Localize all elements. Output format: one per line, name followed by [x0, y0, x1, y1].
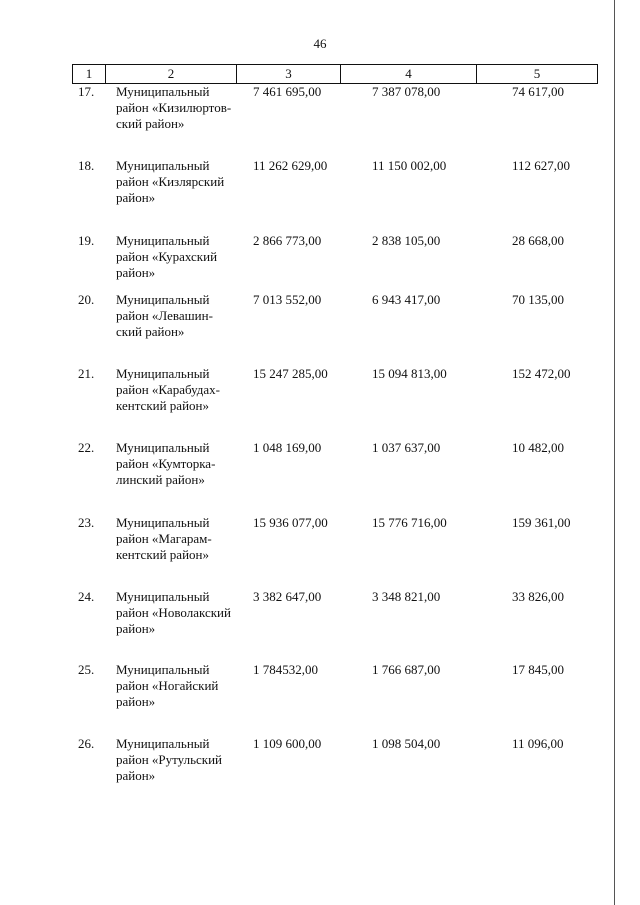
value-col-3: 15 247 285,00: [253, 366, 328, 381]
value-col-4: 2 838 105,00: [372, 233, 441, 248]
row-number: 17.: [78, 84, 95, 99]
name-line: Муниципальный: [116, 515, 210, 530]
header-col-4: 4: [341, 65, 477, 83]
name-line: Муниципальный: [116, 662, 210, 677]
value-col-4: 11 150 002,00: [372, 158, 447, 173]
row-number: 24.: [78, 589, 95, 604]
page-number: 46: [313, 36, 327, 51]
header-col-1: 1: [73, 65, 106, 83]
name-line: район «Ногайский: [116, 678, 219, 693]
value-col-4: 3 348 821,00: [372, 589, 441, 604]
name-line: район «Карабудах-: [116, 382, 220, 397]
value-col-5: 70 135,00: [512, 292, 564, 307]
name-line: кентский район»: [116, 547, 209, 562]
name-line: Муниципальный: [116, 233, 210, 248]
value-col-3: 11 262 629,00: [253, 158, 328, 173]
municipality-name: [116, 736, 236, 784]
value-col-3: 7 013 552,00: [253, 292, 322, 307]
name-line: район»: [116, 768, 156, 783]
municipality-name: [116, 84, 236, 132]
row-number: 18.: [78, 158, 95, 173]
value-col-3: 1 784532,00: [253, 662, 318, 677]
name-line: район «Курахский: [116, 249, 218, 264]
value-col-5: 28 668,00: [512, 233, 564, 248]
value-col-4: 15 776 716,00: [372, 515, 447, 530]
header-col-2: 2: [106, 65, 237, 83]
value-col-5: 112 627,00: [512, 158, 571, 173]
name-line: район «Рутульский: [116, 752, 223, 767]
name-line: кентский район»: [116, 398, 209, 413]
value-col-4: 1 098 504,00: [372, 736, 441, 751]
name-line: Муниципальный: [116, 366, 210, 381]
name-line: район»: [116, 621, 156, 636]
name-line: район «Кизлярский: [116, 174, 225, 189]
municipality-name: [116, 589, 236, 637]
value-col-3: 3 382 647,00: [253, 589, 322, 604]
name-line: Муниципальный: [116, 440, 210, 455]
municipality-name: [116, 292, 236, 340]
value-col-4: 7 387 078,00: [372, 84, 441, 99]
name-line: район»: [116, 265, 156, 280]
value-col-3: 2 866 773,00: [253, 233, 322, 248]
row-number: 23.: [78, 515, 95, 530]
row-number: 20.: [78, 292, 95, 307]
row-number: 21.: [78, 366, 95, 381]
value-col-3: 15 936 077,00: [253, 515, 328, 530]
header-col-5: 5: [533, 66, 541, 81]
name-line: район «Кумторка-: [116, 456, 216, 471]
name-line: район «Левашин-: [116, 308, 213, 323]
header-col-3: 3: [237, 65, 341, 83]
value-col-4: 15 094 813,00: [372, 366, 447, 381]
value-col-5: 74 617,00: [512, 84, 564, 99]
row-number: 25.: [78, 662, 95, 677]
page-edge-line: [614, 0, 615, 905]
value-col-5: 152 472,00: [512, 366, 571, 381]
value-col-3: 7 461 695,00: [253, 84, 322, 99]
value-col-5: 33 826,00: [512, 589, 564, 604]
name-line: район «Новолакский: [116, 605, 231, 620]
value-col-5: 17 845,00: [512, 662, 564, 677]
name-line: Муниципальный: [116, 84, 210, 99]
table-header-row: [72, 64, 598, 84]
value-col-5: 11 096,00: [512, 736, 564, 751]
name-line: Муниципальный: [116, 292, 210, 307]
name-line: район»: [116, 694, 156, 709]
value-col-3: 1 048 169,00: [253, 440, 322, 455]
value-col-4: 1 037 637,00: [372, 440, 441, 455]
name-line: Муниципальный: [116, 589, 210, 604]
municipality-name: [116, 515, 236, 563]
municipality-name: [116, 662, 236, 710]
municipality-name: [116, 158, 236, 206]
value-col-4: 6 943 417,00: [372, 292, 441, 307]
value-col-3: 1 109 600,00: [253, 736, 322, 751]
value-col-5: 10 482,00: [512, 440, 564, 455]
name-line: ский район»: [116, 324, 185, 339]
row-number: 22.: [78, 440, 95, 455]
municipality-name: [116, 366, 236, 414]
name-line: район «Магарам-: [116, 531, 212, 546]
name-line: Муниципальный: [116, 736, 210, 751]
name-line: район «Кизилюртов-: [116, 100, 232, 115]
value-col-5: 159 361,00: [512, 515, 571, 530]
name-line: Муниципальный: [116, 158, 210, 173]
name-line: ский район»: [116, 116, 185, 131]
row-number: 19.: [78, 233, 95, 248]
name-line: линский район»: [116, 472, 205, 487]
municipality-name: [116, 440, 236, 488]
value-col-4: 1 766 687,00: [372, 662, 441, 677]
row-number: 26.: [78, 736, 95, 751]
municipality-name: [116, 233, 236, 281]
name-line: район»: [116, 190, 156, 205]
